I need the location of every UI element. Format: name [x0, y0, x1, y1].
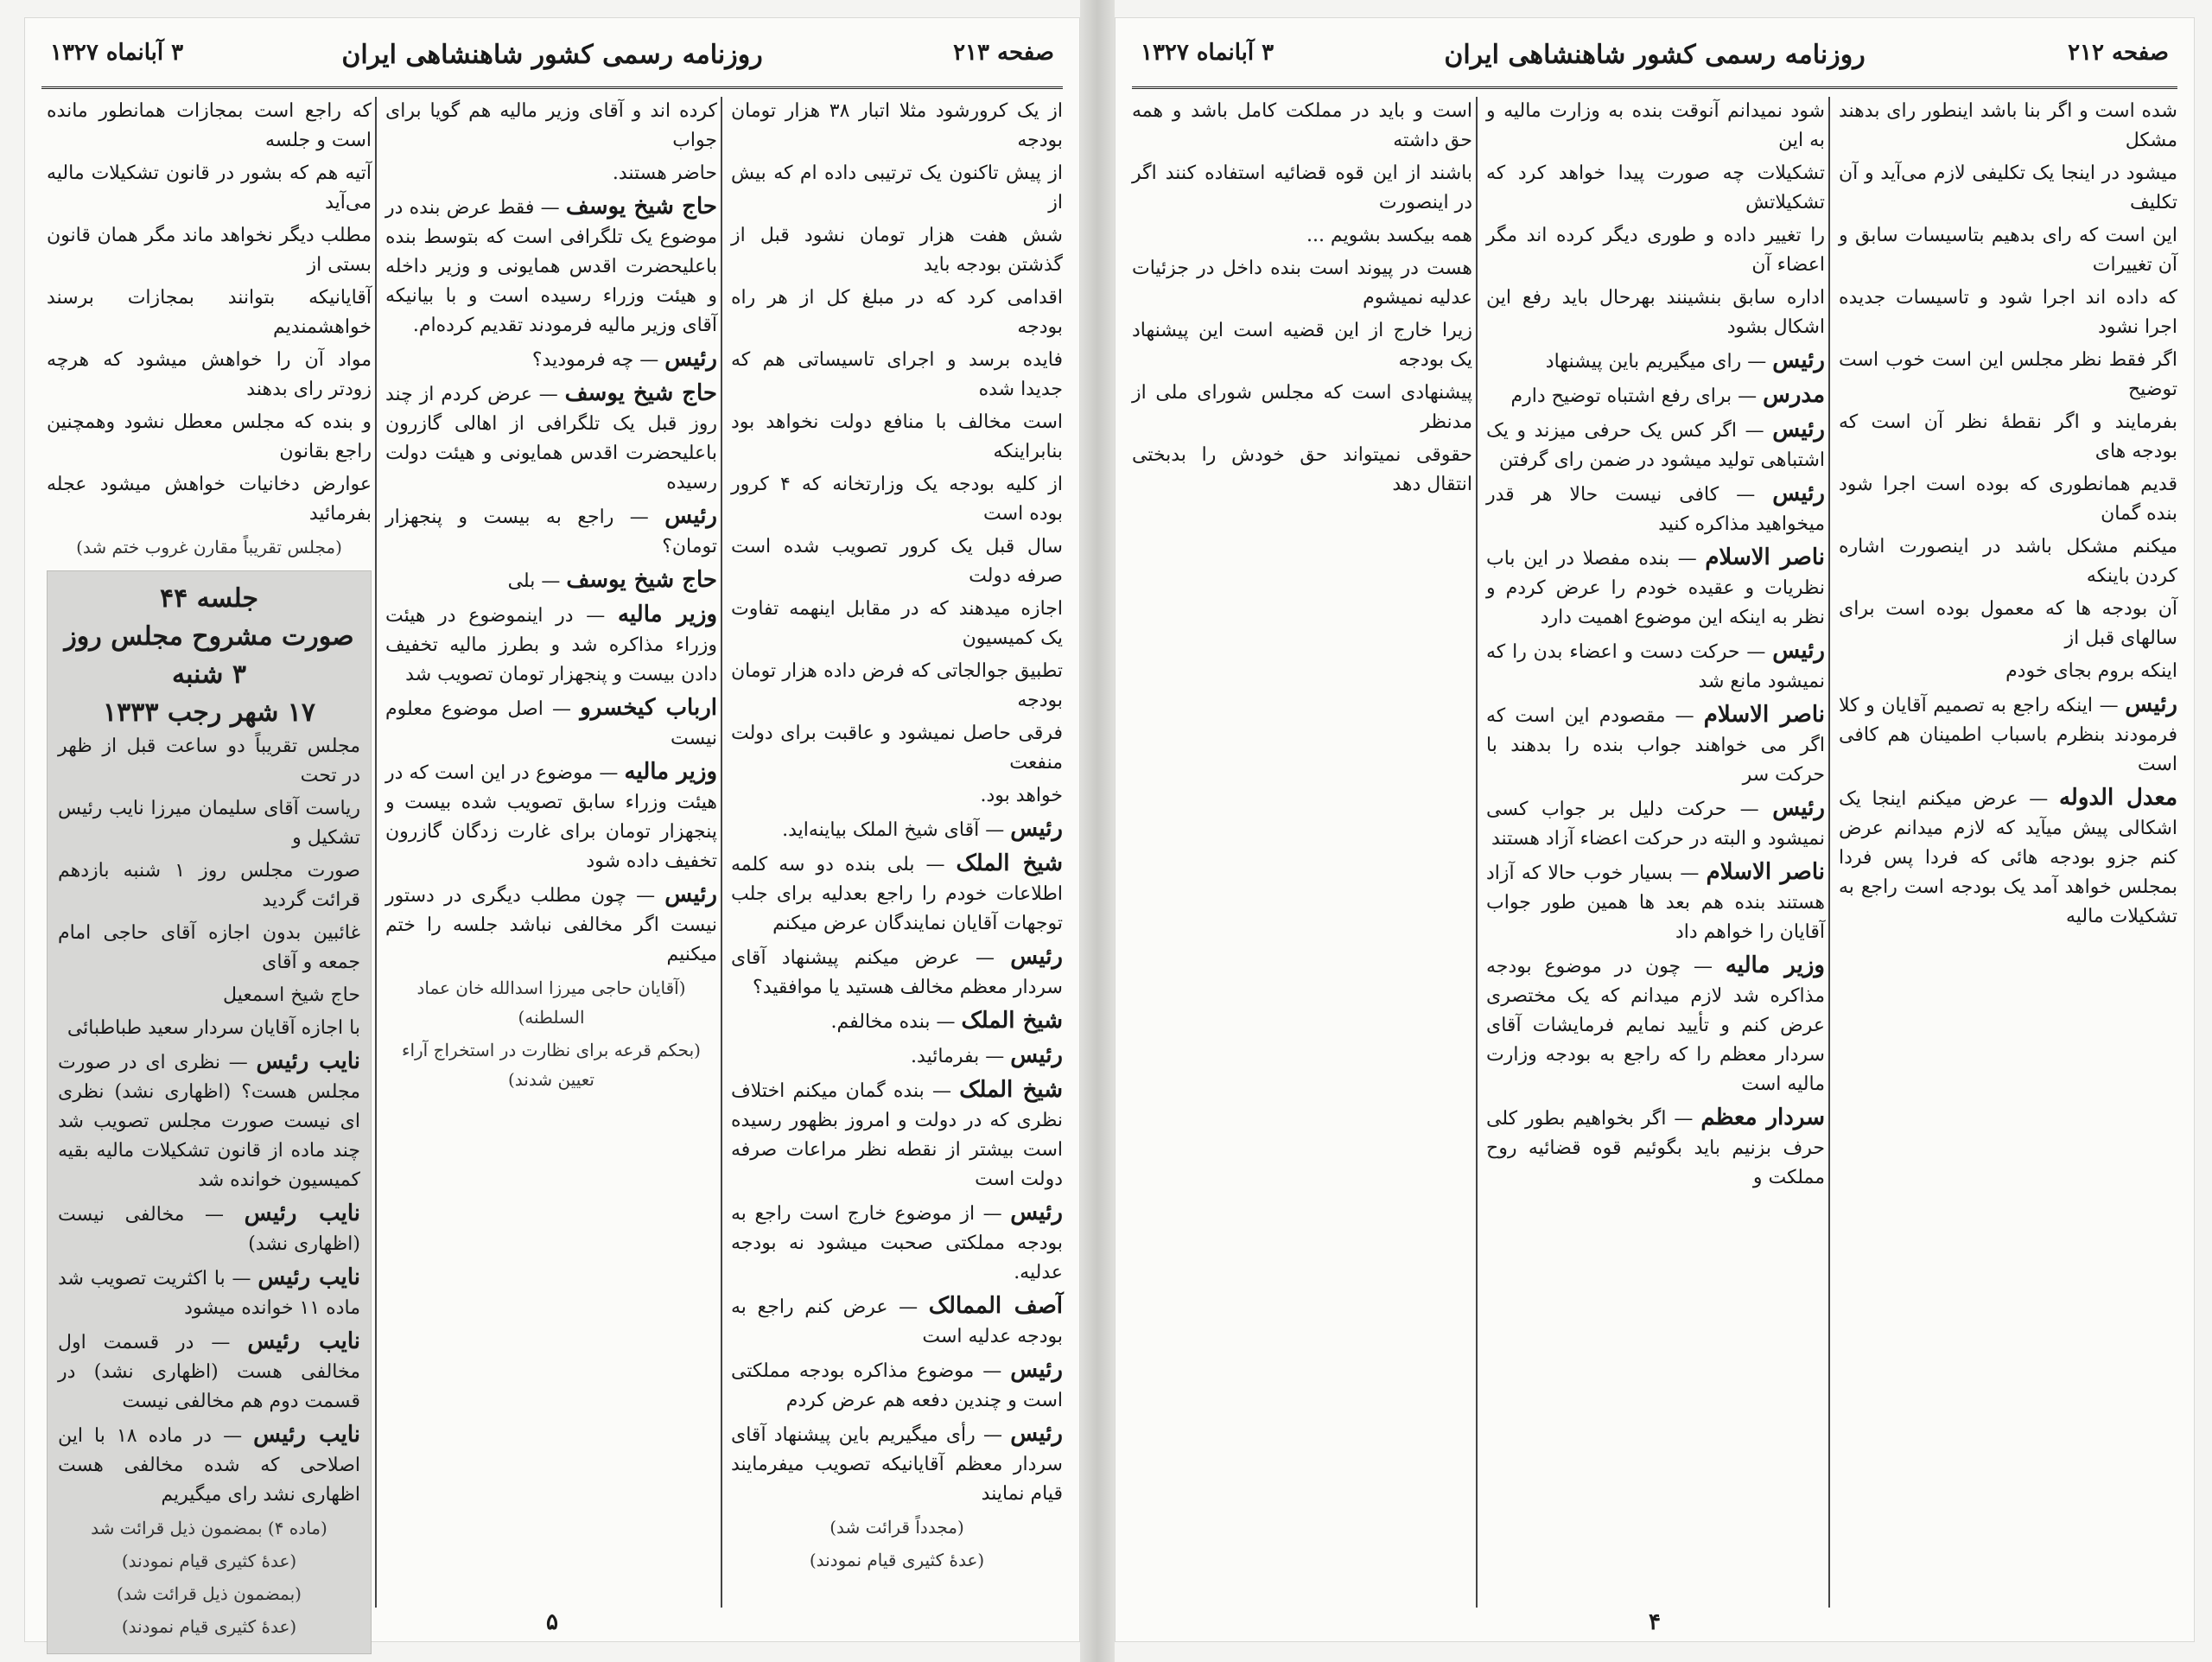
speech-text: — رای میگیریم باین پیشنهاد [1545, 351, 1773, 373]
speech-text: — چون در موضوع بودجه مذاکره شد لازم میدانم که یک مختصری عرض کنم و تأیید نمایم فرمایشات آقای سردار معظم را که راجع به بودجه وزارت مالیه است [1486, 956, 1825, 1095]
speaker-name: وزیر مالیه [617, 602, 717, 627]
speaker-name: رئیس [1010, 944, 1063, 970]
speech-paragraph [58, 1327, 360, 1417]
speech-paragraph [385, 565, 717, 596]
text-line: حاضر هستند. [612, 162, 717, 184]
text-line: این است که رای بدهیم بتاسیسات سابق و آن تغییرات [1839, 225, 2177, 276]
text-line: پیشنهادی است که مجلس شورای ملی از مدنظر [1132, 382, 1472, 433]
text-line: اینکه بروم بجای خودم [2005, 660, 2177, 682]
speaker-name: رئیس [1772, 347, 1825, 373]
text-line: اداره سابق بنشینند بهرحال باید رفع این اشکال بشود [1486, 287, 1825, 338]
left-page-header [41, 31, 1063, 89]
speaker-name: نایب رئیس [257, 1264, 360, 1290]
speech-paragraph [1486, 857, 1825, 947]
speech-paragraph [58, 1047, 360, 1195]
text-line: زیرا خارج از این قضیه است این پیشنهاد یک بودجه [1132, 320, 1472, 371]
speech-paragraph [58, 1420, 360, 1510]
speech-text: — نظری ای در صورت مجلس هست؟ (اظهاری نشد) نظری ای نیست صورت مجلس تصویب شد چند ماده از قانون تشکیلات مالیه بقیه کمیسیون خوانده شد [58, 1052, 360, 1191]
speech-text: — عرض کردم از چند روز قبل یک تلگرافی از اهالی گازرون باعلیحضرت اقدس همایونی و هیئت دولت رسیده [385, 384, 717, 494]
speech-text: — بلی بنده دو سه کلمه اطلاعات خودم را راجع بعدلیه برای جلب توجهات آقایان نمایندگان عرض میکنم [731, 854, 1063, 934]
parenthetical-note: (آقایان حاجی میرزا اسدالله خان عماد السلطنه) [416, 977, 686, 1028]
speech-text: — چون مطلب دیگری در دستور نیست اگر مخالفی نباشد جلسه را ختم میکنیم [385, 885, 717, 965]
speech-paragraph [731, 1355, 1063, 1416]
text-line: آتیه هم که بشور در قانون تشکیلات مالیه می‌آید [47, 162, 372, 213]
binding-gutter [1080, 0, 1115, 1662]
left-col-2 [375, 97, 717, 1608]
speaker-name: شیخ الملک [959, 1077, 1063, 1103]
parenthetical-note: (عدهٔ کثیری قیام نمودند) [121, 1551, 297, 1571]
speech-paragraph [731, 942, 1063, 1003]
speech-paragraph [1486, 479, 1825, 539]
speech-paragraph [385, 192, 717, 341]
speech-paragraph [731, 1075, 1063, 1194]
speech-paragraph [1486, 346, 1825, 377]
text-line: اقدامی کرد که در مبلغ کل از هر راه بودجه [731, 287, 1063, 338]
speaker-name: آصف الممالک [928, 1293, 1063, 1319]
page-number-label: صفحه ۲۱۲ [2068, 40, 2169, 66]
text-line: خواهد بود. [980, 785, 1063, 806]
speech-text: — عرض کنم راجع به بودجه عدلیه است [731, 1296, 1063, 1347]
text-line: حاج شیخ اسمعیل [223, 984, 360, 1006]
speech-text: — بسیار خوب حالا که آزاد هستند بنده هم بعد ها همین طور جواب آقایان را خواهم داد [1486, 863, 1825, 943]
speaker-name: حاج شیخ یوسف [564, 380, 717, 406]
speech-paragraph [1486, 793, 1825, 854]
speech-text: — از موضوع خارج است راجع به بودجه مملکتی صحبت میشود نه بودجه عدلیه. [731, 1203, 1063, 1283]
text-line: و بنده که مجلس معطل نشود وهمچنین راجع بقانون [47, 411, 372, 462]
speech-paragraph [1486, 415, 1825, 475]
speech-paragraph [1486, 636, 1825, 697]
speaker-name: رئیس [664, 882, 717, 907]
speaker-name: سردار معظم [1700, 1105, 1825, 1130]
parenthetical-note: (ماده ۴) بمضمون ذیل قرائت شد [91, 1518, 327, 1538]
newspaper-title: روزنامه رسمی کشور شاهنشاهی ایران [1444, 40, 1866, 70]
parenthetical-note: (عدهٔ کثیری قیام نمودند) [809, 1550, 985, 1570]
issue-date: ۳ آبانماه ۱۳۲۷ [50, 40, 184, 66]
speech-paragraph [385, 379, 717, 498]
text-line: تطبیق جوالجاتی که فرض داده هزار تومان بودجه [731, 660, 1063, 711]
speaker-name: رئیس [1010, 1042, 1063, 1068]
speech-paragraph [1486, 951, 1825, 1099]
speaker-name: معدل الدوله [2058, 785, 2177, 811]
speech-text: — اگر بخواهیم بطور کلی حرف بزنیم باید بگوئیم قوه قضائیه روح مملکت و [1486, 1108, 1825, 1188]
speech-text: — در ماده ۱۸ با این اصلاحی که شده مخالفی هست اظهاری نشد رای میگیریم [58, 1425, 360, 1506]
speaker-name: رئیس [1772, 417, 1825, 443]
speech-paragraph [58, 1199, 360, 1259]
speaker-name: حاج شیخ یوسف [565, 194, 717, 220]
right-page [1115, 17, 2195, 1642]
speech-text: — موضوع در این است که در هیئت وزراء سابق تصویب شده بیست و پنجهزار تومان برای غارت زدگان گازرون تخفیف داده شود [385, 762, 717, 872]
speech-text: — با اکثریت تصویب شد ماده ۱۱ خوانده میشود [58, 1268, 360, 1319]
speech-text: — موضوع مذاکره بودجه مملکتی است و چندین دفعه هم عرض کردم [731, 1360, 1063, 1411]
right-page-header [1132, 31, 2177, 89]
newspaper-title: روزنامه رسمی کشور شاهنشاهی ایران [341, 40, 763, 70]
speech-text: — بنده مخالفم. [830, 1011, 962, 1033]
speech-paragraph [58, 1263, 360, 1323]
text-line: میکنم مشکل باشد در اینصورت اشاره کردن باینکه [1839, 536, 2177, 587]
speech-text: — بلی [507, 570, 567, 592]
speech-paragraph [385, 880, 717, 970]
speech-text: — اینکه راجع به تصمیم آقایان و کلا فرمودند بنظرم باسباب اطمینان هم کافی است [1839, 695, 2177, 775]
text-line: عوارض دخانیات خواهش میشود عجله بفرمائید [47, 474, 372, 525]
speech-text: — بنده گمان میکنم اختلاف نظری که در دولت و امروز بظهور رسیده است بیشتر از نقطه نظر مراعات صرفه دولت است [731, 1080, 1063, 1190]
left-page [24, 17, 1080, 1642]
text-line: از پیش تاکنون یک ترتیبی داده ام که بیش از [731, 162, 1063, 213]
speech-paragraph [1839, 690, 2177, 780]
issue-date: ۳ آبانماه ۱۳۲۷ [1141, 40, 1274, 66]
speaker-name: وزیر مالیه [1725, 952, 1825, 978]
text-line: فایده برسد و اجرای تاسیساتی هم که جدیدا شده [731, 349, 1063, 400]
speaker-name: رئیس [1772, 638, 1825, 664]
text-line: صورت مجلس روز ۱ شنبه بازدهم قرائت گردید [58, 860, 360, 911]
speech-paragraph [1486, 543, 1825, 633]
speech-paragraph [1486, 700, 1825, 790]
right-page-columns [1132, 97, 2177, 1608]
speaker-name: نایب رئیس [256, 1048, 360, 1074]
speech-paragraph [731, 1198, 1063, 1288]
speaker-name: رئیس [1772, 795, 1825, 821]
text-line: اجازه میدهند که در مقابل اینهمه تفاوت یک کمیسیون [731, 598, 1063, 649]
speech-text: — رأی میگیریم باین پیشنهاد آقای سردار معظم آقایانیکه تصویب میفرمایند قیام نمایند [731, 1424, 1063, 1505]
text-line: است مخالف با منافع دولت نخواهد بود بنابراینکه [731, 411, 1063, 462]
session-title: جلسه ۴۴ [159, 583, 258, 614]
text-line: آن بودجه ها که معمول بوده است برای سالهای قبل از [1839, 598, 2177, 649]
text-line: قدیم همانطوری که بوده است اجرا شود بنده گمان [1839, 474, 2177, 525]
speech-paragraph [1839, 783, 2177, 932]
speech-paragraph [385, 600, 717, 690]
footer-page-number: ۵ [546, 1609, 558, 1635]
speech-paragraph [385, 693, 717, 754]
speech-paragraph [1486, 1103, 1825, 1193]
speaker-name: مدرس [1763, 382, 1825, 408]
speech-paragraph [731, 1006, 1063, 1037]
right-col-1 [1828, 97, 2177, 1608]
right-col-2 [1476, 97, 1825, 1608]
left-col-1 [721, 97, 1063, 1608]
text-line: فرقی حاصل نمیشود و عاقبت برای دولت منفعت [731, 723, 1063, 774]
text-line: باشند از این قوه قضائیه استفاده کنند اگر در اینصورت [1132, 162, 1472, 213]
session-subtitle: صورت مشروح مجلس روز ۳ شنبه [64, 621, 354, 690]
speech-text: — راجع به بیست و پنجهزار تومان؟ [385, 506, 717, 557]
text-line: اگر فقط نظر مجلس این است خوب است توضیح [1839, 349, 2177, 400]
speaker-name: رئیس [2125, 691, 2177, 717]
speech-paragraph [1486, 380, 1825, 411]
speech-text: — حرکت دست و اعضاء بدن را که نمیشود مانع شد [1486, 641, 1825, 692]
speaker-name: رئیس [1010, 816, 1063, 842]
page-number-label: صفحه ۲۱۳ [953, 40, 1054, 66]
speaker-name: رئیس [1010, 1357, 1063, 1383]
text-line: که راجع است بمجازات همانطور مانده است و جلسه [47, 100, 372, 151]
text-line: هست در پیوند است بنده داخل در جزئیات عدلیه نمیشوم [1132, 258, 1472, 309]
text-line: مواد آن را خواهش میشود که هرچه زودتر رای بدهند [47, 349, 372, 400]
speaker-name: نایب رئیس [253, 1422, 361, 1448]
parenthetical-note: (بحکم قرعه برای نظارت در استخراج آراء تعیین شدند) [402, 1040, 701, 1090]
speech-paragraph [385, 501, 717, 562]
session-box [47, 570, 372, 1654]
text-line: سال قبل یک کرور تصویب شده است صرفه دولت [731, 536, 1063, 587]
speaker-name: شیخ الملک [956, 850, 1063, 876]
speaker-name: ناصر الاسلام [1703, 702, 1825, 728]
speech-text: — عرض میکنم پیشنهاد آقای سردار معظم مخالف هستید یا موافقید؟ [731, 947, 1063, 998]
speech-text: — مقصودم این است که اگر می خواهند جواب بنده را بدهند با حرکت سر [1486, 705, 1825, 786]
text-line: آقایانیکه بتوانند بمجازات برسند خواهشمندیم [47, 287, 372, 338]
text-line: کرده اند و آقای وزیر مالیه هم گویا برای جواب [385, 100, 717, 151]
closing-text [47, 97, 372, 529]
session-body [58, 732, 360, 1641]
text-line: همه بیکسد بشویم ... [1306, 225, 1472, 246]
text-line: که داده اند اجرا شود و تاسیسات جدیده اجرا نشود [1839, 287, 2177, 338]
speech-text: — بنده مفصلا در این باب نظریات و عقیده خودم را عرض کردم و نظر به اینکه این موضوع اهمیت دارد [1486, 548, 1825, 628]
left-col-3 [47, 97, 372, 1637]
speech-text: — عرض میکنم اینجا یک اشکالی پیش میآید که لازم میدانم عرض کنم جزو بودجه هائی که فردا پس فردا بمجلس خواهد آمد یک بودجه است راجع به تشکیلات مالیه [1839, 788, 2177, 927]
session-date: ۱۷ شهر رجب ۱۳۳۳ [102, 697, 316, 728]
text-line: بفرمایند و اگر نقطهٔ نظر آن است که بودجه های [1839, 411, 2177, 462]
speech-text: — مخالفی نیست (اظهاری نشد) [58, 1204, 360, 1255]
speech-paragraph [731, 814, 1063, 845]
text-line: شود نمیدانم آنوقت بنده به وزارت مالیه و به این [1486, 100, 1825, 151]
speech-text: — کافی نیست حالا هر قدر میخواهید مذاکره کنید [1486, 484, 1825, 535]
speaker-name: ناصر الاسلام [1705, 544, 1825, 570]
parenthetical-note: (مجدداً قرائت شد) [830, 1517, 964, 1538]
speech-text: — بفرمائید. [911, 1046, 1011, 1067]
text-line: با اجازه آقایان سردار سعید طباطبائی [67, 1017, 360, 1039]
speaker-name: شیخ الملک [961, 1008, 1063, 1034]
speech-paragraph [385, 344, 717, 375]
right-col-3 [1132, 97, 1472, 1608]
text-line: شش هفت هزار تومان نشود قبل از گذشتن بودجه باید [731, 225, 1063, 276]
text-line: است و باید در مملکت کامل باشد و همه حق داشته [1132, 100, 1472, 151]
speech-text: — برای رفع اشتباه توضیح دارم [1510, 385, 1764, 407]
speaker-name: رئیس [664, 346, 717, 372]
text-line: شده است و اگر بنا باشد اینطور رای بدهند مشکل [1839, 100, 2177, 151]
speech-text: — فقط عرض بنده در موضوع یک تلگرافی است که بتوسط بنده باعلیحضرت اقدس همایونی و وزیر داخله و هیئت وزراء رسیده است و با بیانیکه آقای وزیر مالیه فرمودند تقدیم کرده‌ام. [385, 197, 717, 336]
text-line: مجلس تقریباً دو ساعت قبل از ظهر در تحت [58, 735, 360, 786]
session-end-note: (مجلس تقریباً مقارن غروب ختم شد) [76, 537, 342, 557]
speech-paragraph [385, 757, 717, 876]
parenthetical-note: (عدهٔ کثیری قیام نمودند) [121, 1616, 297, 1637]
speaker-name: رئیس [664, 503, 717, 529]
speech-paragraph [731, 1291, 1063, 1352]
speaker-name: رئیس [1010, 1421, 1063, 1447]
text-line: میشود در اینجا یک تکلیفی لازم می‌آید و آن تکلیف [1839, 162, 2177, 213]
speech-paragraph [731, 849, 1063, 939]
speaker-name: ناصر الاسلام [1706, 859, 1825, 885]
text-line: مطلب دیگر نخواهد ماند مگر همان قانون بستی از [47, 225, 372, 276]
parenthetical-note: (بمضمون ذیل قرائت شد) [117, 1583, 302, 1604]
speaker-name: حاج شیخ یوسف [566, 567, 717, 593]
speech-text: — حرکت دلیل بر جواب کسی نمیشود و البته در حرکت اعضاء آزاد هستند [1486, 799, 1825, 850]
speech-paragraph [731, 1041, 1063, 1072]
speaker-name: ارباب کیخسرو [580, 695, 717, 721]
speech-text: — آقای شیخ الملک بیاینه‌اید. [782, 819, 1011, 841]
left-page-columns [41, 97, 1064, 1637]
text-line: حقوقی نمیتواند حق خودش را بدبختی انتقال دهد [1132, 444, 1472, 495]
speech-text: — اگر کس یک حرفی میزند و یک اشتباهی تولید میشود در ضمن رای گرفتن [1486, 420, 1825, 471]
text-line: را تغییر داده و طوری دیگر کرده اند مگر اعضاء آن [1486, 225, 1825, 276]
speech-text: — در قسمت اول مخالفی هست (اظهاری نشد) در قسمت دوم هم مخالفی نیست [58, 1332, 360, 1412]
text-line: ریاست آقای سلیمان میرزا نایب رئیس تشکیل و [58, 798, 360, 849]
footer-page-number: ۴ [1649, 1609, 1661, 1635]
text-line: غائبین بدون اجازه آقای حاجی امام جمعه و آقای [58, 922, 360, 973]
speech-text: — در اینموضوع در هیئت وزراء مذاکره شد و بطرز مالیه تخفیف دادن بیست و پنجهزار تومان تصویب شد [385, 605, 717, 685]
text-line: از یک کرورشود مثلا اتبار ۳۸ هزار تومان بودجه [731, 100, 1063, 151]
speaker-name: وزیر مالیه [624, 759, 717, 785]
speech-text: — اصل موضوع معلوم نیست [385, 698, 717, 749]
speaker-name: نایب رئیس [244, 1200, 361, 1226]
speaker-name: رئیس [1772, 481, 1825, 506]
speaker-name: رئیس [1010, 1200, 1063, 1226]
speaker-name: نایب رئیس [247, 1328, 361, 1354]
text-line: از کلیه بودجه یک وزارتخانه که ۴ کرور بوده است [731, 474, 1064, 525]
speech-text: — چه فرمودید؟ [531, 349, 665, 371]
text-line: تشکیلات چه صورت پیدا خواهد کرد که تشکیلاتش [1486, 162, 1825, 213]
speech-paragraph [731, 1419, 1063, 1509]
